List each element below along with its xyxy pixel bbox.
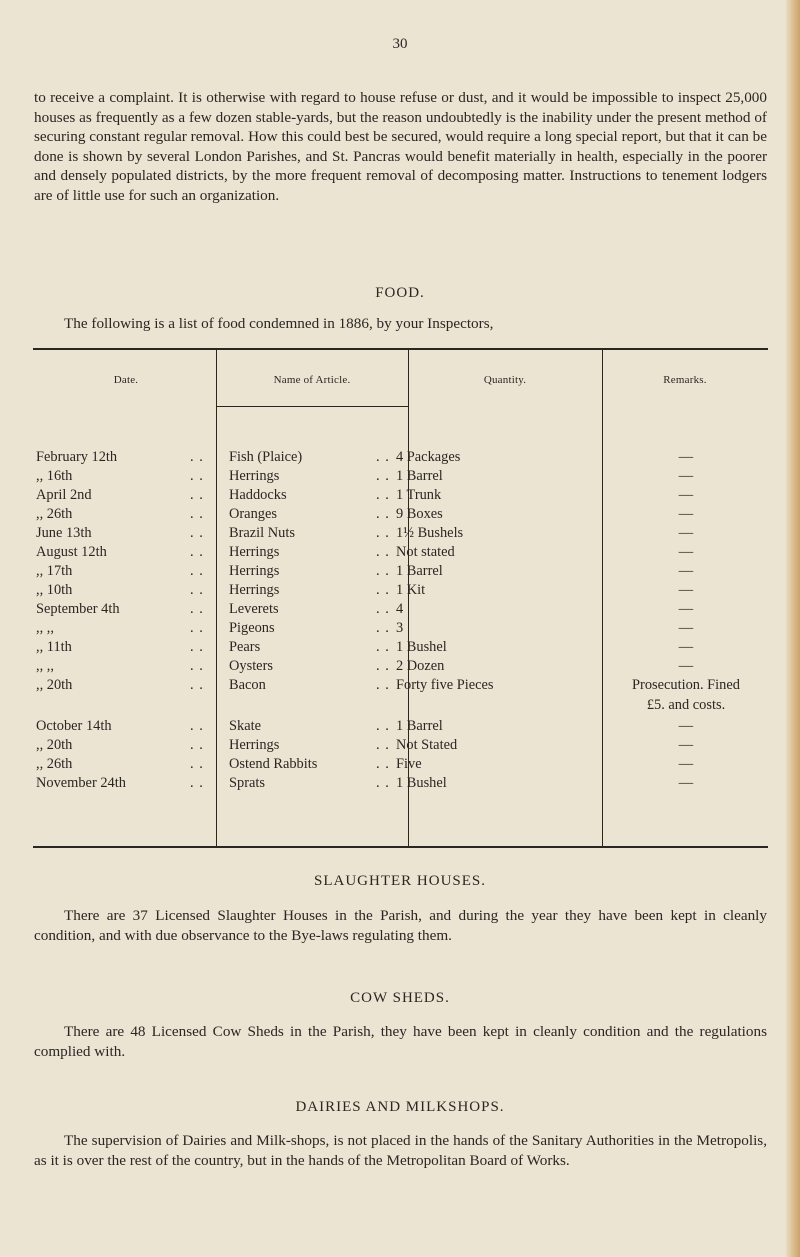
cell-article: Haddocks [229,487,287,503]
leader-dots: . . [190,658,204,674]
cell-date: ,, 20th [36,677,73,693]
cell-quantity: 1½ Bushels [396,525,464,541]
table-row [0,563,800,582]
cell-article: Herrings [229,544,280,560]
cell-article: Bacon [229,677,266,693]
dairies-heading: DAIRIES AND MILKSHOPS. [295,1099,505,1115]
leader-dots: . . [190,737,204,753]
cell-date: June 13th [36,525,92,541]
cell-remarks: — [678,544,694,560]
leader-dots: . . [190,718,204,734]
cell-article: Herrings [229,468,280,484]
cell-article: Brazil Nuts [229,525,295,541]
cell-quantity: Not stated [396,544,455,560]
cell-remarks: — [678,525,694,541]
leader-dots: . . [376,737,390,753]
cell-article: Herrings [229,582,280,598]
col-header-name: Name of Article. [273,374,351,386]
cell-remarks: — [678,756,694,772]
table-row [0,639,800,658]
cell-remarks: — [678,449,694,465]
dairies-text: The supervision of Dairies and Milk-shops, is not placed in the hands of the Sanitary Authorities in the Metropolis, as it is over the rest of the country, but in the hands of the Metropolitan Board of Works. [34,1132,767,1169]
cell-remarks: — [678,658,694,674]
cell-date: ,, 10th [36,582,73,598]
cell-article: Skate [229,718,261,734]
leader-dots: . . [376,582,390,598]
cell-article: Oranges [229,506,277,522]
cell-article: Fish (Plaice) [229,449,303,465]
leader-dots: . . [376,677,390,693]
cell-quantity: 1 Kit [396,582,426,598]
cell-article: Herrings [229,563,280,579]
cell-remarks: — [678,506,694,522]
cell-quantity: 1 Bushel [396,639,447,655]
table-row [0,544,800,563]
cell-quantity: 2 Dozen [396,658,445,674]
intro-paragraph: to receive a complaint. It is otherwise with regard to house refuse or dust, and it would be impossible to inspect 25,000 houses as frequently as a few dozen stable-yards, but the reason undoubtedly is the inability under the present method of securing constant regular removal. How this could best be secured, would require a long special report, but that it can be done is shown by several London Parishes, and St. Pancras would benefit materially in health, especially in the poorer and densely populated districts, by the more frequent removal of decomposing matter. Instructions to tenement lodgers are of little use for such an organization. [34,89,767,204]
cell-remarks: — [678,468,694,484]
cell-quantity: Five [396,756,422,772]
cow-sheds-text: There are 48 Licensed Cow Sheds in the Parish, they have been kept in cleanly condition and the regulations complied with. [34,1023,767,1060]
cell-article: Ostend Rabbits [229,756,318,772]
cell-date: ,, 26th [36,756,73,772]
leader-dots: . . [376,775,390,791]
leader-dots: . . [190,563,204,579]
leader-dots: . . [190,639,204,655]
leader-dots: . . [190,506,204,522]
leader-dots: . . [376,468,390,484]
cell-quantity: 1 Trunk [396,487,442,503]
cell-remarks: — [678,639,694,655]
leader-dots: . . [376,639,390,655]
cell-article: Leverets [229,601,279,617]
leader-dots: . . [190,601,204,617]
cell-date: ,, ,, [36,658,54,674]
leader-dots: . . [376,718,390,734]
table-row [0,487,800,506]
cell-quantity: 4 Packages [396,449,461,465]
cell-quantity: 3 [396,620,404,636]
cell-remarks: — [678,718,694,734]
leader-dots: . . [376,563,390,579]
cell-date: ,, 16th [36,468,73,484]
cell-date: August 12th [36,544,107,560]
cell-date: February 12th [36,449,118,465]
cell-article: Pears [229,639,261,655]
cell-date: ,, 17th [36,563,73,579]
cell-remarks: — [678,737,694,753]
header-underline [216,406,408,407]
leader-dots: . . [190,525,204,541]
table-row [0,677,800,696]
cell-remarks-continued: £5. and costs. [646,697,726,713]
table-row [0,449,800,468]
cell-quantity: Forty five Pieces [396,677,494,693]
cell-date: October 14th [36,718,112,734]
cell-article: Oysters [229,658,273,674]
cell-remarks: — [678,620,694,636]
cell-remarks: — [678,775,694,791]
table-bottom-rule [33,846,768,848]
slaughter-heading: SLAUGHTER HOUSES. [313,873,486,889]
leader-dots: . . [190,487,204,503]
table-row [0,601,800,620]
leader-dots: . . [376,525,390,541]
leader-dots: . . [190,449,204,465]
table-row [0,718,800,737]
cell-date: ,, ,, [36,620,54,636]
col-header-remarks: Remarks. [663,374,707,386]
cell-quantity: 9 Boxes [396,506,443,522]
table-row [0,468,800,487]
col-header-quantity: Quantity. [483,374,527,386]
cell-remarks: — [678,601,694,617]
slaughter-text: There are 37 Licensed Slaughter Houses in the Parish, and during the year they have been kept in cleanly condition, and with due observance to the Bye-laws regulating them. [34,907,767,944]
cell-date: September 4th [36,601,120,617]
food-heading: FOOD. [375,285,425,301]
cell-remarks: — [678,582,694,598]
leader-dots: . . [190,582,204,598]
cell-quantity: 1 Barrel [396,563,443,579]
table-row [0,506,800,525]
leader-dots: . . [376,601,390,617]
leader-dots: . . [376,487,390,503]
table-row [0,756,800,775]
leader-dots: . . [376,658,390,674]
cell-quantity: 1 Barrel [396,718,443,734]
cell-quantity: 4 [396,601,404,617]
cow-sheds-heading: COW SHEDS. [350,990,450,1006]
cell-quantity: 1 Bushel [396,775,447,791]
cell-date: ,, 20th [36,737,73,753]
leader-dots: . . [376,506,390,522]
cell-remarks: Prosecution. Fined [632,677,740,693]
leader-dots: . . [190,468,204,484]
cell-article: Pigeons [229,620,275,636]
table-row [0,582,800,601]
cell-date: ,, 11th [36,639,72,655]
table-row [0,658,800,677]
leader-dots: . . [190,544,204,560]
leader-dots: . . [376,544,390,560]
leader-dots: . . [190,677,204,693]
cell-quantity: Not Stated [396,737,458,753]
cell-quantity: 1 Barrel [396,468,443,484]
cell-article: Sprats [229,775,265,791]
table-top-rule [33,348,768,350]
table-row [0,620,800,639]
food-lead: The following is a list of food condemned in 1886, by your Inspectors, [64,315,494,332]
leader-dots: . . [190,756,204,772]
page-number: 30 [392,36,408,52]
table-row-continuation [0,697,800,716]
cell-date: April 2nd [36,487,92,503]
cell-date: ,, 26th [36,506,73,522]
leader-dots: . . [376,756,390,772]
cell-remarks: — [678,487,694,503]
leader-dots: . . [376,449,390,465]
leader-dots: . . [190,620,204,636]
leader-dots: . . [190,775,204,791]
table-row [0,737,800,756]
cell-remarks: — [678,563,694,579]
cell-date: November 24th [36,775,126,791]
table-row [0,775,800,794]
col-header-date: Date. [113,374,139,386]
cell-article: Herrings [229,737,280,753]
table-row [0,525,800,544]
leader-dots: . . [376,620,390,636]
